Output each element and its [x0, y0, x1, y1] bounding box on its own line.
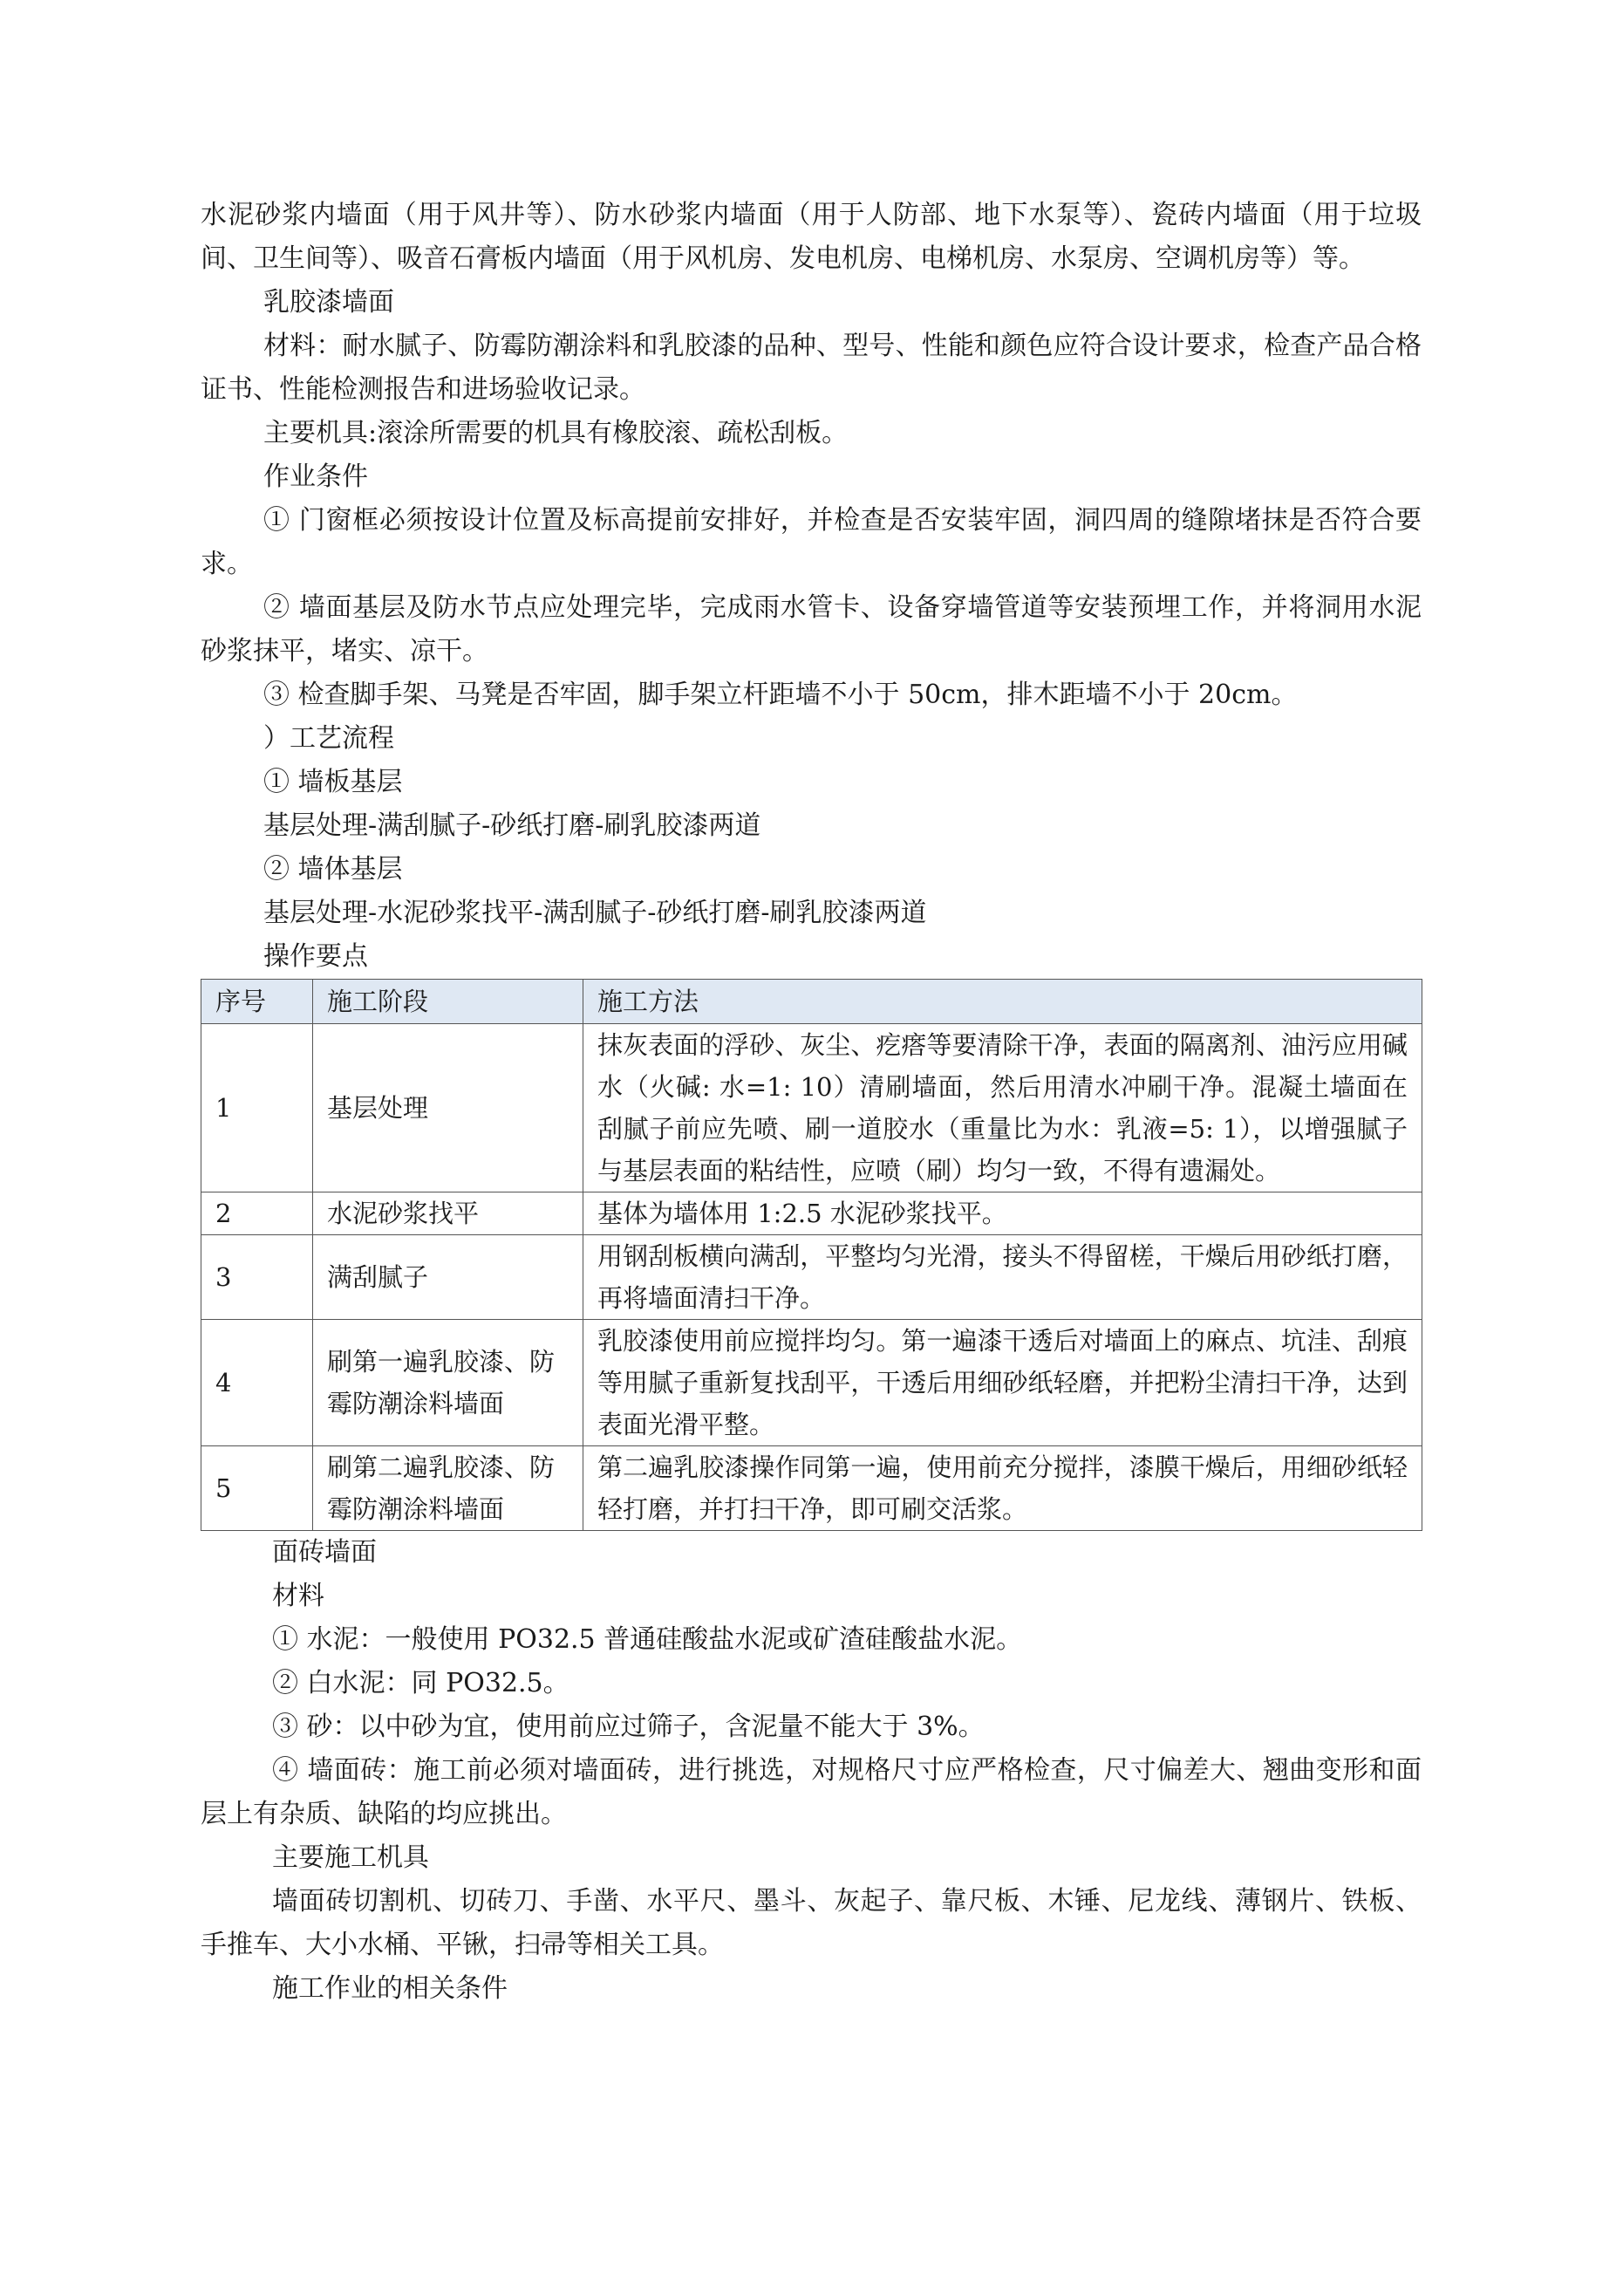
header-stage: 施工阶段 — [313, 980, 583, 1024]
row-method: 第二遍乳胶漆操作同第一遍，使用前充分搅拌，漆膜干燥后，用细砂纸轻轻打磨，并打扫干净，即可刷交活浆。 — [583, 1446, 1422, 1531]
table-header-row — [201, 980, 1422, 1024]
tile-tools-heading: 主要施工机具 — [272, 1842, 429, 1873]
section-heading-latex: 乳胶漆墙面 — [263, 287, 394, 318]
material-item: ④ 墙面砖：施工前必须对墙面砖，进行挑选，对规格尺寸应严格检查，尺寸偏差大、翘曲变形和面层上有杂质、缺陷的均应挑出。 — [201, 1755, 1422, 1829]
material-item: ① 水泥：一般使用 PO32.5 普通硅酸盐水泥或矿渣硅酸盐水泥。 — [272, 1624, 1023, 1655]
condition-item: ② 墙面基层及防水节点应处理完毕，完成雨水管卡、设备穿墙管道等安装预埋工作，并将洞用水泥砂浆抹平，堵实、凉干。 — [201, 592, 1422, 666]
latex-material: 材料：耐水腻子、防霉防潮涂料和乳胶漆的品种、型号、性能和颜色应符合设计要求，检查产品合格证书、性能检测报告和进场验收记录。 — [201, 331, 1422, 405]
table-row — [201, 1235, 1422, 1320]
row-stage: 基层处理 — [313, 1024, 583, 1192]
process-item: ① 墙板基层 — [263, 767, 403, 797]
material-item: ② 白水泥：同 PO32.5。 — [272, 1668, 569, 1698]
conditions-heading: 作业条件 — [263, 461, 368, 492]
row-stage: 水泥砂浆找平 — [313, 1192, 583, 1235]
table-row — [201, 1320, 1422, 1446]
tile-section — [201, 1531, 1422, 2011]
row-method: 乳胶漆使用前应搅拌均匀。第一遍漆干透后对墙面上的麻点、坑洼、刮痕等用腻子重新复找刮平，干透后用细砂纸轻磨，并把粉尘清扫干净，达到表面光滑平整。 — [583, 1320, 1422, 1446]
intro-paragraph: 水泥砂浆内墙面（用于风井等）、防水砂浆内墙面（用于人防部、地下水泵等）、瓷砖内墙面（用于垃圾间、卫生间等）、吸音石膏板内墙面（用于风机房、发电机房、电梯机房、水泵房、空调机房等）等。 — [201, 200, 1422, 274]
ops-heading: 操作要点 — [263, 941, 368, 972]
operations-table — [201, 979, 1422, 1531]
document-body — [201, 194, 1422, 2011]
material-item: ③ 砂：以中砂为宜，使用前应过筛子，含泥量不能大于 3%。 — [272, 1712, 985, 1742]
process-item: 基层处理-水泥砂浆找平-满刮腻子-砂纸打磨-刷乳胶漆两道 — [263, 898, 927, 928]
tile-conditions-heading: 施工作业的相关条件 — [272, 1973, 508, 2004]
condition-item: ③ 检查脚手架、马凳是否牢固，脚手架立杆距墙不小于 50cm，排木距墙不小于 20cm。 — [263, 680, 1298, 710]
section-heading-tile: 面砖墙面 — [272, 1537, 377, 1568]
process-item: ② 墙体基层 — [263, 854, 403, 885]
condition-item: ① 门窗框必须按设计位置及标高提前安排好，并检查是否安装牢固，洞四周的缝隙堵抹是否符合要求。 — [201, 505, 1422, 579]
row-stage: 刷第二遍乳胶漆、防霉防潮涂料墙面 — [313, 1446, 583, 1531]
row-stage: 刷第一遍乳胶漆、防霉防潮涂料墙面 — [313, 1320, 583, 1446]
table-row — [201, 1446, 1422, 1531]
table-row — [201, 1192, 1422, 1235]
tile-tools: 墙面砖切割机、切砖刀、手凿、水平尺、墨斗、灰起子、靠尺板、木锤、尼龙线、薄钢片、铁板、手推车、大小水桶、平锹，扫帚等相关工具。 — [201, 1886, 1422, 1960]
row-stage: 满刮腻子 — [313, 1235, 583, 1320]
row-no: 5 — [201, 1446, 313, 1531]
row-no: 1 — [201, 1024, 313, 1192]
process-item: 基层处理-满刮腻子-砂纸打磨-刷乳胶漆两道 — [263, 810, 761, 841]
header-method: 施工方法 — [583, 980, 1422, 1024]
tile-material-heading: 材料 — [272, 1581, 324, 1611]
process-heading: ）工艺流程 — [263, 723, 394, 754]
row-no: 3 — [201, 1235, 313, 1320]
row-no: 2 — [201, 1192, 313, 1235]
latex-tools: 主要机具:滚涂所需要的机具有橡胶滚、疏松刮板。 — [263, 418, 849, 448]
row-no: 4 — [201, 1320, 313, 1446]
table-row — [201, 1024, 1422, 1192]
row-method: 抹灰表面的浮砂、灰尘、疙瘩等要清除干净，表面的隔离剂、油污应用碱水（火碱: 水=1: 10）清刷墙面，然后用清水冲刷干净。混凝土墙面在刮腻子前应先喷、刷一道胶水（重量比为水：乳液=5: 1），以增强腻子与基层表面的粘结性，应喷（刷）均匀一致，不得有遗漏处。 — [583, 1024, 1422, 1192]
header-no: 序号 — [201, 980, 313, 1024]
row-method: 基体为墙体用 1:2.5 水泥砂浆找平。 — [583, 1192, 1422, 1235]
row-method: 用钢刮板横向满刮，平整均匀光滑，接头不得留槎，干燥后用砂纸打磨，再将墙面清扫干净。 — [583, 1235, 1422, 1320]
